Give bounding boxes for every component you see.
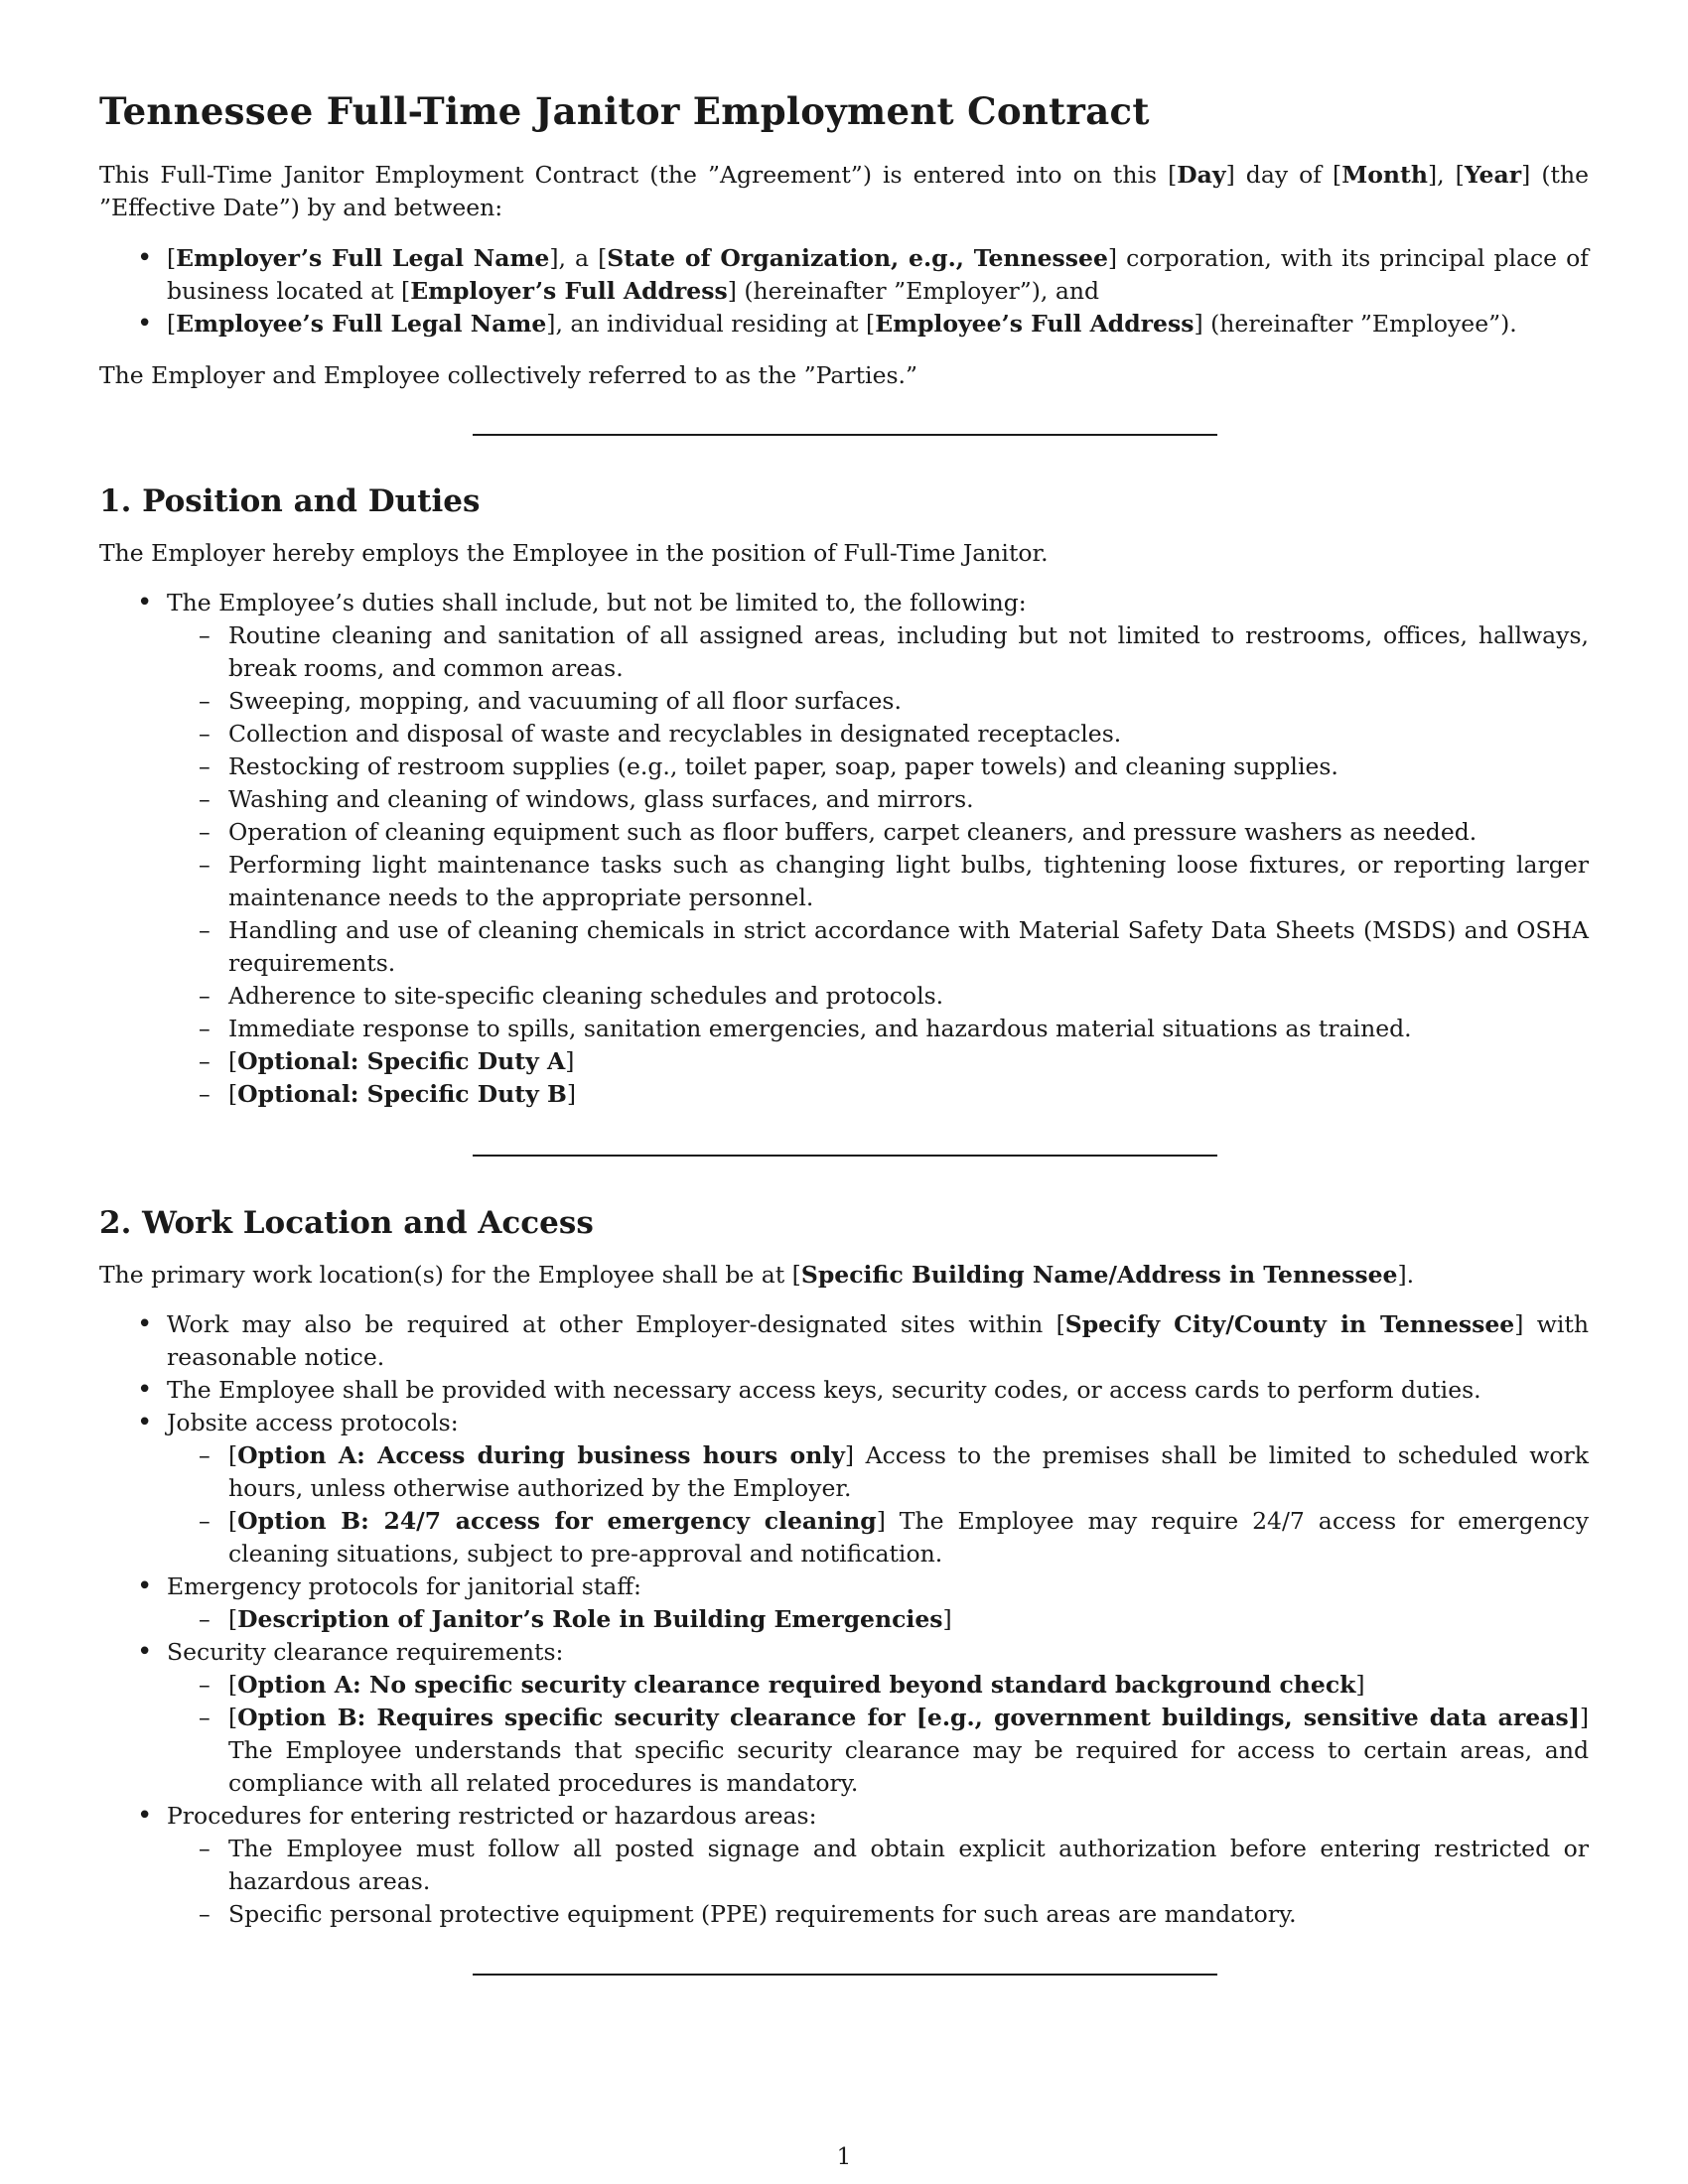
page-number: 1 [836, 2144, 852, 2170]
list-item: – Restocking of restroom supplies (e.g., toilet paper, soap, paper towels) and cleaning supplies. [167, 751, 1589, 783]
location-list [99, 1308, 1589, 1931]
list-item: – [Option B: 24/7 access for emergency cleaning] The Employee may require 24/7 access for emergency cleaning situations, subject to pre-approval and notification. [167, 1505, 1589, 1570]
list-item: – Handling and use of cleaning chemicals in strict accordance with Material Safety Data Sheets (MSDS) and OSHA requirements. [167, 914, 1589, 980]
list-item: • Emergency protocols for janitorial staff: – [Description of Janitor’s Role in Building Emergencies] [99, 1570, 1589, 1636]
section-divider [473, 434, 1217, 436]
section-1-heading: 1. Position and Duties [99, 483, 481, 519]
list-item: – [Description of Janitor’s Role in Building Emergencies] [167, 1603, 1589, 1636]
list-item: – Operation of cleaning equipment such as floor buffers, carpet cleaners, and pressure washers as needed. [167, 816, 1589, 849]
document-page [99, 0, 1589, 2184]
emergency-sublist [228, 1603, 1589, 1636]
list-item: – [Option B: Requires specific security clearance for [e.g., government buildings, sensitive data areas]] The Employee understands that specific security clearance may be required for access to certain areas, and compliance with all related procedures is mandatory. [167, 1702, 1589, 1800]
day-placeholder: Day [1177, 161, 1226, 189]
intro-paragraph: This Full-Time Janitor Employment Contract (the ”Agreement”) is entered into on this [Day] day of [Month], [Year] (the ”Effective Date”) by and between: [99, 161, 1589, 221]
list-item: – [Option A: Access during business hours only] Access to the premises shall be limited to scheduled work hours, unless otherwise authorized by the Employer. [167, 1439, 1589, 1505]
duties-sublist [228, 619, 1589, 1111]
list-item: – [Optional: Specific Duty A] [167, 1045, 1589, 1078]
section-1-intro: The Employer hereby employs the Employee in the position of Full-Time Janitor. [99, 539, 1049, 567]
list-item: • Security clearance requirements: – [Option A: No specific security clearance required beyond standard background check] – [Option B: Requires specific security clearance for [e.g., government buildings, sensitive data areas]] The Employee understands that specific security clearance may be required for access to certain areas, and compliance with all related procedures is mandatory. [99, 1636, 1589, 1800]
security-sublist [228, 1669, 1589, 1800]
list-item: – [Option A: No specific security clearance required beyond standard background check] [167, 1669, 1589, 1702]
list-item: • The Employee’s duties shall include, but not be limited to, the following: – Routine cleaning and sanitation of all assigned areas, including but not limited to restrooms, offices, hallways, break rooms, and common areas. – Sweeping, mopping, and vacuuming of all floor surfaces. – Collection and disposal of waste and recyclables in designated receptacles. – Restocking of restroom supplies (e.g., toilet paper, soap, paper towels) and cleaning supplies. – Washing and cleaning of windows, glass surfaces, and mirrors. – Operation of cleaning equipment such as floor buffers, carpet cleaners, and pressure washers as needed. – Performing light maintenance tasks such as changing light bulbs, tightening loose fixtures, or reporting larger maintenance needs to the appropriate personnel. – Handling and use of cleaning chemicals in strict accordance with Material Safety Data Sheets (MSDS) and OSHA requirements. – Adherence to site-specific cleaning schedules and protocols. – Immediate response to spills, sanitation emergencies, and hazardous material situations as trained. – [Optional: Specific Duty A] – [Optional: Specific Duty B] [99, 587, 1589, 1111]
list-item: – Performing light maintenance tasks such as changing light bulbs, tightening loose fixtures, or reporting larger maintenance needs to the appropriate personnel. [167, 849, 1589, 914]
list-item: – Sweeping, mopping, and vacuuming of all floor surfaces. [167, 685, 1589, 718]
month-placeholder: Month [1341, 161, 1428, 189]
employer-party: • [Employer’s Full Legal Name], a [State of Organization, e.g., Tennessee] corporation, with its principal place of business located at [Employer’s Full Address] (hereinafter ”Employer”), and [99, 242, 1589, 308]
parties-list [99, 242, 1589, 341]
list-item: – Collection and disposal of waste and recyclables in designated receptacles. [167, 718, 1589, 751]
duties-list [99, 587, 1589, 1111]
jobsite-sublist [228, 1439, 1589, 1570]
list-item: • Work may also be required at other Employer-designated sites within [Specify City/County in Tennessee] with reasonable notice. [99, 1308, 1589, 1374]
list-item: • Procedures for entering restricted or hazardous areas: – The Employee must follow all posted signage and obtain explicit authorization before entering restricted or hazardous areas. – Specific personal protective equipment (PPE) requirements for such areas are mandatory. [99, 1800, 1589, 1931]
list-item: – Washing and cleaning of windows, glass surfaces, and mirrors. [167, 783, 1589, 816]
list-item: – The Employee must follow all posted signage and obtain explicit authorization before entering restricted or hazardous areas. [167, 1833, 1589, 1898]
list-item: – Routine cleaning and sanitation of all assigned areas, including but not limited to restrooms, offices, hallways, break rooms, and common areas. [167, 619, 1589, 685]
section-2-heading: 2. Work Location and Access [99, 1205, 594, 1241]
list-item: – [Optional: Specific Duty B] [167, 1078, 1589, 1111]
restricted-sublist [228, 1833, 1589, 1931]
section-divider [473, 1974, 1217, 1976]
list-item: – Immediate response to spills, sanitation emergencies, and hazardous material situations as trained. [167, 1013, 1589, 1045]
parties-collective: The Employer and Employee collectively referred to as the ”Parties.” [99, 361, 918, 389]
list-item: • The Employee shall be provided with necessary access keys, security codes, or access cards to perform duties. [99, 1374, 1589, 1407]
employee-party: • [Employee’s Full Legal Name], an individual residing at [Employee’s Full Address] (hereinafter ”Employee”). [99, 308, 1589, 341]
document-title: Tennessee Full-Time Janitor Employment Contract [99, 89, 1150, 133]
list-item: • Jobsite access protocols: – [Option A: Access during business hours only] Access to the premises shall be limited to scheduled work hours, unless otherwise authorized by the Employer. – [Option B: 24/7 access for emergency cleaning] The Employee may require 24/7 access for emergency cleaning situations, subject to pre-approval and notification. [99, 1407, 1589, 1570]
year-placeholder: Year [1464, 161, 1522, 189]
section-divider [473, 1155, 1217, 1157]
list-item: – Adherence to site-specific cleaning schedules and protocols. [167, 980, 1589, 1013]
section-2-intro: The primary work location(s) for the Employee shall be at [Specific Building Name/Address in Tennessee]. [99, 1261, 1415, 1289]
list-item: – Specific personal protective equipment (PPE) requirements for such areas are mandatory. [167, 1898, 1589, 1931]
